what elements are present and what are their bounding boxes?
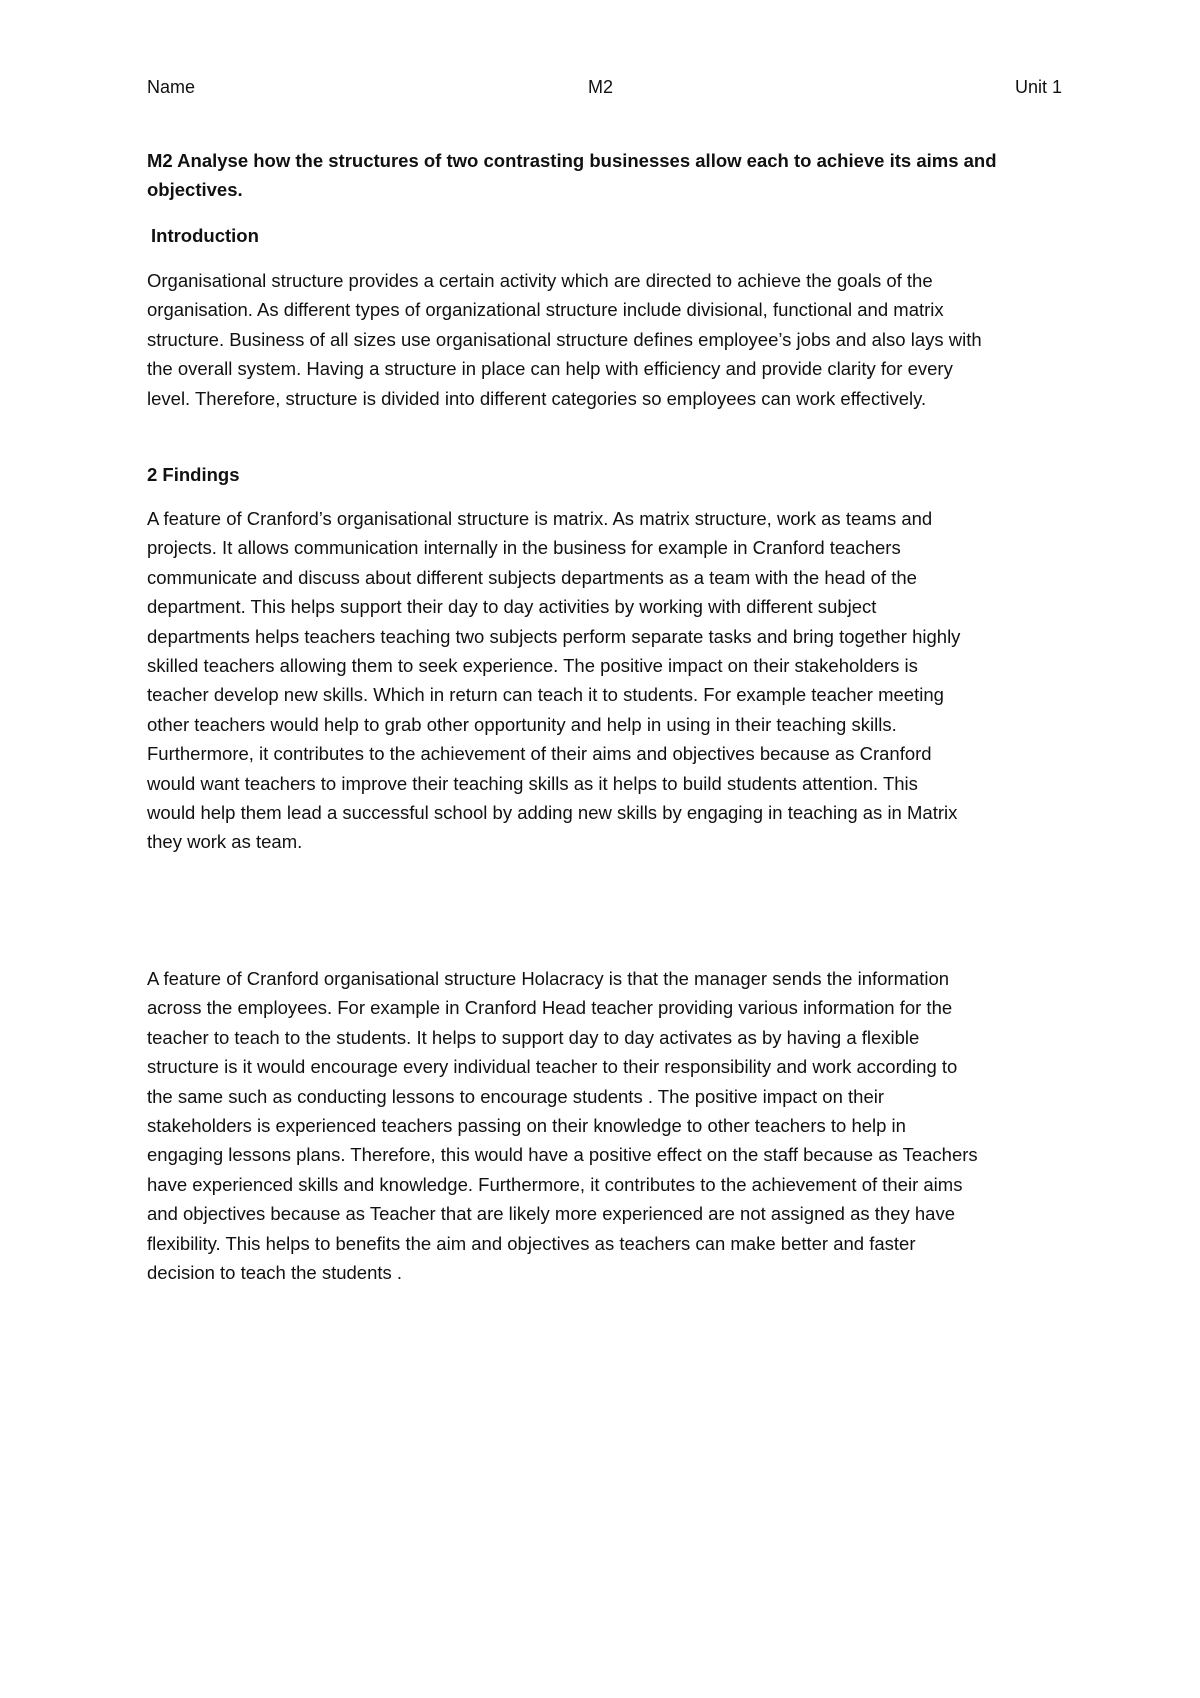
paragraph-line: engaging lessons plans. Therefore, this would have a positive effect on the staff because as Teachers — [147, 1144, 978, 1166]
paragraph-line: level. Therefore, structure is divided into different categories so employees can work effectively. — [147, 387, 927, 409]
introduction-heading: Introduction — [151, 225, 259, 246]
paragraph-line: and objectives because as Teacher that are likely more experienced are not assigned as they have — [147, 1203, 955, 1225]
paragraph-line: departments helps teachers teaching two subjects perform separate tasks and bring together highly — [147, 625, 961, 647]
paragraph-line: Furthermore, it contributes to the achievement of their aims and objectives because as Cranford — [147, 743, 932, 765]
paragraph-line: stakeholders is experienced teachers passing on their knowledge to other teachers to help in — [147, 1114, 906, 1136]
header-name: Name — [147, 77, 196, 97]
paragraph-line: organisation. As different types of organizational structure include divisional, functional and matrix — [147, 299, 944, 321]
paragraph-line: they work as team. — [147, 831, 303, 853]
paragraph-line: communicate and discuss about different subjects departments as a team with the head of the — [147, 566, 917, 588]
title-line: M2 Analyse how the structures of two contrasting businesses allow each to achieve its aims and — [147, 150, 997, 171]
paragraph-line: structure is it would encourage every individual teacher to their responsibility and work according to — [147, 1056, 958, 1078]
paragraph-line: have experienced skills and knowledge. Furthermore, it contributes to the achievement of their aims — [147, 1173, 963, 1195]
page-header — [147, 74, 1062, 100]
paragraph-line: A feature of Cranford’s organisational structure is matrix. As matrix structure, work as teams and — [147, 508, 933, 529]
paragraph-line: teacher develop new skills. Which in return can teach it to students. For example teacher meeting — [147, 684, 944, 706]
paragraph-line: the same such as conducting lessons to encourage students . The positive impact on their — [147, 1085, 885, 1107]
paragraph-line: department. This helps support their day to day activities by working with different subject — [147, 596, 877, 618]
paragraph-line: would want teachers to improve their teaching skills as it helps to build students attention. This — [147, 772, 918, 794]
paragraph-line: decision to teach the students . — [147, 1261, 403, 1283]
paragraph-line: projects. It allows communication internally in the business for example in Cranford teachers — [147, 537, 901, 559]
paragraph-line: the overall system. Having a structure in place can help with efficiency and provide clarity for every — [147, 358, 953, 380]
paragraph-line: across the employees. For example in Cranford Head teacher providing various information for the — [147, 997, 953, 1019]
header-unit: Unit 1 — [1014, 77, 1062, 97]
paragraph-line: Organisational structure provides a certain activity which are directed to achieve the goals of the — [147, 270, 933, 291]
findings-heading: 2 Findings — [147, 464, 240, 485]
paragraph-line: would help them lead a successful school by adding new skills by engaging in teaching as in Matrix — [147, 801, 958, 823]
paragraph-line: teacher to teach to the students. It helps to support day to day activates as by having a flexible — [147, 1026, 920, 1048]
paragraph-line: flexibility. This helps to benefits the aim and objectives as teachers can make better and faster — [147, 1232, 916, 1254]
title-line: objectives. — [147, 179, 243, 201]
findings-paragraph-holacracy — [147, 964, 1062, 1287]
paragraph-line: A feature of Cranford organisational structure Holacracy is that the manager sends the information — [147, 968, 950, 989]
introduction-paragraph — [147, 266, 1062, 413]
document-title — [147, 146, 1062, 205]
paragraph-line: structure. Business of all sizes use organisational structure defines employee’s jobs and also lays with — [147, 328, 982, 350]
findings-paragraph-matrix — [147, 504, 1062, 857]
header-code: M2 — [588, 77, 614, 97]
paragraph-line: other teachers would help to grab other opportunity and help in using in their teaching skills. — [147, 713, 897, 735]
paragraph-line: skilled teachers allowing them to seek experience. The positive impact on their stakeholders is — [147, 654, 918, 676]
